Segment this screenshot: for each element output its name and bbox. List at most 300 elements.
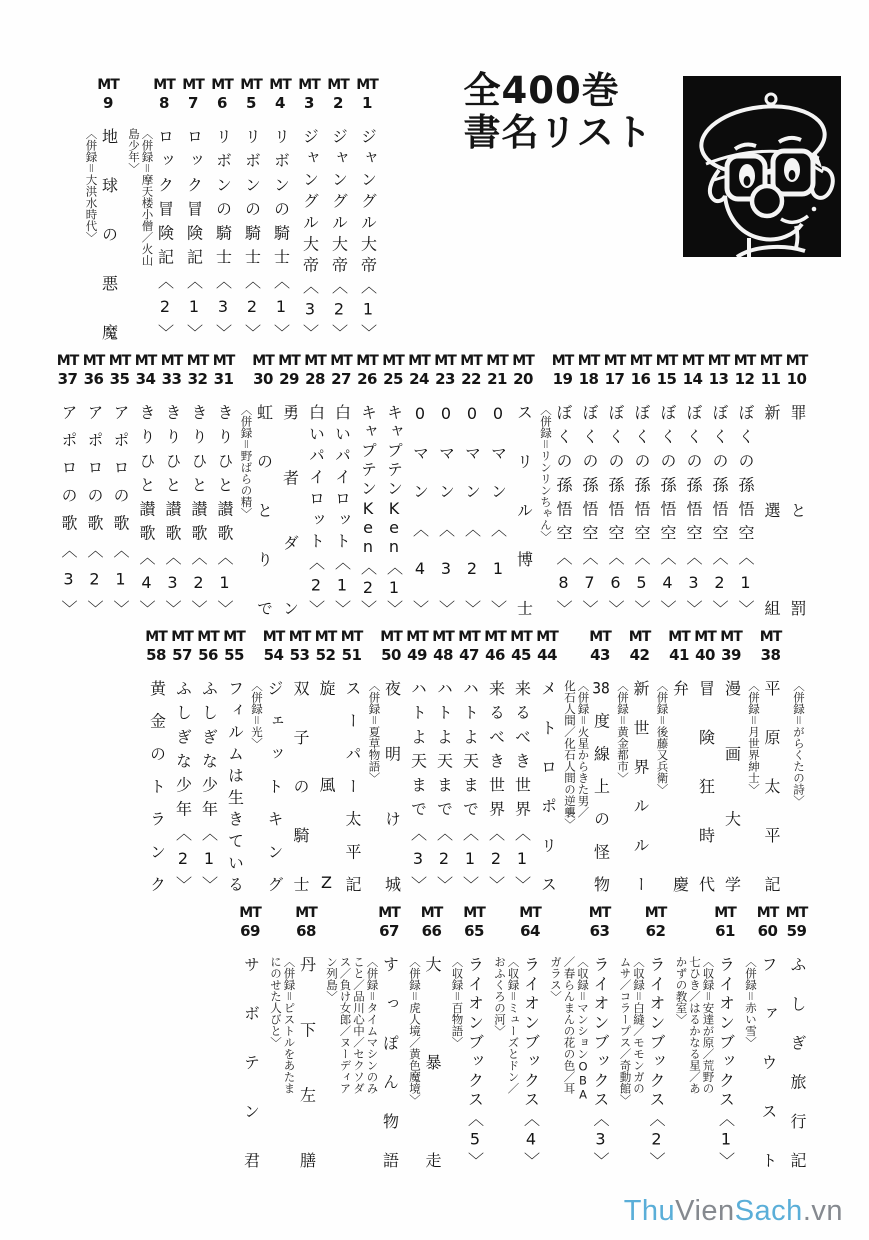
mt-label — [379, 904, 400, 956]
mt-prefix: MT — [707, 353, 730, 369]
volume-entry-mt-7 — [183, 76, 204, 340]
mt-label — [590, 628, 611, 680]
book-title: 冒険狂時代 — [696, 680, 716, 892]
mt-number: 13 — [708, 370, 729, 388]
book-list-band-3 — [84, 628, 807, 892]
mt-prefix: MT — [182, 77, 204, 93]
mt-label — [213, 352, 234, 404]
book-title: フィルムは生きている — [225, 680, 245, 892]
entry-body — [307, 404, 326, 616]
mt-prefix: MT — [378, 905, 400, 921]
mt-prefix: MT — [603, 353, 626, 369]
mt-prefix: MT — [484, 629, 506, 645]
volume-entry-mt-63 — [549, 904, 611, 1168]
tezuka-portrait — [683, 76, 841, 257]
mt-prefix: MT — [756, 905, 779, 921]
entry-body — [736, 404, 755, 616]
mt-number: 12 — [734, 370, 755, 388]
volume-entry-mt-69 — [240, 904, 261, 1168]
entry-body — [250, 680, 285, 892]
entry-body — [632, 404, 651, 616]
volume-entry-mt-36 — [83, 352, 104, 616]
mt-label — [459, 628, 480, 680]
mt-label — [520, 904, 541, 956]
book-title: ジェットキング — [265, 680, 284, 892]
mt-label — [786, 352, 807, 404]
companion-note: 〈収録＝ミューズとドン／おふくろの河〉 — [493, 956, 521, 1094]
mt-label — [98, 76, 119, 128]
mt-number: 2 — [333, 94, 343, 112]
mt-label — [461, 352, 482, 404]
book-title: 来るべき世界〈2〉 — [486, 680, 506, 892]
mt-label — [146, 628, 167, 680]
mt-prefix: MT — [145, 629, 167, 645]
mt-number: 62 — [645, 922, 666, 940]
mt-prefix: MT — [434, 353, 456, 369]
mt-number: 42 — [629, 646, 650, 664]
entry-body — [580, 404, 599, 616]
mt-number: 48 — [433, 646, 453, 664]
volume-entry-mt-68 — [269, 904, 317, 1168]
volume-entry-mt-42 — [616, 628, 651, 892]
book-title: ハトよ天まで〈1〉 — [460, 680, 480, 892]
mt-number: 69 — [240, 922, 260, 940]
mt-prefix: MT — [577, 353, 600, 369]
entry-body — [148, 680, 167, 892]
volume-entry-mt-32 — [187, 352, 208, 616]
mt-prefix: MT — [759, 629, 782, 645]
book-title: キャプテンKen〈1〉 — [384, 404, 404, 616]
book-title: ジャングル大帝〈1〉 — [358, 128, 378, 340]
mt-label — [537, 628, 558, 680]
mt-prefix: MT — [458, 629, 480, 645]
book-title: 新選組 — [762, 404, 781, 616]
watermark-segment: Sach — [734, 1195, 803, 1227]
volume-entry-mt-18 — [578, 352, 599, 616]
volume-entry-mt-30 — [239, 352, 274, 616]
volume-entry-mt-8 — [127, 76, 175, 340]
mt-prefix: MT — [629, 353, 652, 369]
mt-number: 53 — [289, 646, 310, 664]
mt-prefix: MT — [304, 353, 326, 369]
mt-number: 37 — [57, 370, 78, 388]
mt-number: 5 — [246, 94, 256, 112]
companion-note: 〈併録＝大洪水時代〉 — [84, 128, 99, 243]
mt-number: 39 — [721, 646, 741, 664]
mt-prefix: MT — [759, 353, 782, 369]
mt-label — [109, 352, 130, 404]
volume-entry-mt-44 — [537, 628, 558, 892]
entry-body — [461, 680, 480, 892]
entry-body — [744, 956, 779, 1168]
book-title: ぼくの孫悟空〈7〉 — [580, 404, 599, 616]
companion-note: 〈収録＝安達が原／荒野の七ひき／はるかなる星／あかずの教室〉 — [674, 956, 716, 1094]
volume-entry-mt-55 — [224, 628, 245, 892]
mt-number: 15 — [656, 370, 677, 388]
entry-body — [317, 680, 336, 892]
mt-label — [240, 904, 261, 956]
book-title: スリル博士 — [514, 404, 534, 616]
mt-prefix: MT — [160, 353, 183, 369]
volume-entry-mt-57 — [172, 628, 193, 892]
mt-prefix: MT — [681, 353, 704, 369]
volume-entry-mt-37 — [57, 352, 78, 616]
entry-body — [539, 404, 574, 616]
volume-entry-mt-56 — [198, 628, 219, 892]
book-title: 旋風Z — [317, 680, 336, 892]
mt-prefix: MT — [785, 905, 808, 921]
entry-body — [281, 404, 300, 616]
entry-body — [409, 680, 428, 892]
entry-body — [242, 956, 261, 1168]
book-title: 丹下左膳 — [297, 956, 317, 1168]
mt-number: 19 — [552, 370, 573, 388]
entry-body — [489, 404, 508, 616]
mt-prefix: MT — [432, 629, 454, 645]
mt-number: 25 — [383, 370, 403, 388]
mt-number: 36 — [83, 370, 104, 388]
book-title: アポロの歌〈3〉 — [59, 404, 78, 616]
mt-label — [409, 352, 430, 404]
mt-prefix: MT — [668, 629, 690, 645]
mt-label — [183, 76, 204, 128]
book-title: ファウスト — [759, 956, 778, 1168]
companion-note: 〈併録＝野ばらの精〉 — [239, 404, 254, 519]
mt-prefix: MT — [628, 629, 651, 645]
companion-note: 〈併録＝火星からきた男／化石人間／化石人間の逆襲〉 — [563, 680, 591, 830]
book-title: ジャングル大帝〈2〉 — [329, 128, 349, 340]
entry-body — [539, 680, 558, 892]
mt-number: 66 — [421, 922, 442, 940]
mt-prefix: MT — [262, 629, 285, 645]
mt-prefix: MT — [295, 905, 317, 921]
entry-body — [697, 680, 716, 892]
mt-number: 57 — [172, 646, 192, 664]
mt-number: 21 — [487, 370, 507, 388]
volume-entry-mt-34 — [135, 352, 156, 616]
companion-note: 〈併録＝後藤又兵衛〉 — [655, 680, 670, 795]
volume-entry-mt-67 — [325, 904, 400, 1168]
mt-prefix: MT — [171, 629, 193, 645]
volume-entry-mt-35 — [109, 352, 130, 616]
mt-label — [187, 352, 208, 404]
entry-body — [226, 680, 245, 892]
volume-entry-mt-2 — [328, 76, 349, 340]
book-list-band-2 — [56, 352, 808, 616]
entry-body — [84, 128, 119, 340]
mt-prefix: MT — [694, 629, 716, 645]
volume-entry-mt-13 — [708, 352, 729, 616]
mt-label — [328, 76, 349, 128]
mt-number: 52 — [315, 646, 336, 664]
mt-number: 46 — [485, 646, 505, 664]
entry-body — [367, 680, 402, 892]
volume-entry-mt-45 — [511, 628, 532, 892]
mt-number: 38 — [760, 646, 781, 664]
companion-note: 〈収録＝白縫／モモンガのムサ／コラープス／奇動館〉 — [618, 956, 646, 1106]
volume-entry-mt-11 — [760, 352, 781, 616]
mt-number: 47 — [459, 646, 479, 664]
entry-body — [325, 956, 400, 1168]
mt-prefix: MT — [153, 77, 175, 93]
mt-prefix: MT — [380, 629, 402, 645]
mt-prefix: MT — [406, 629, 428, 645]
book-title: 地球の悪魔 — [99, 128, 119, 340]
book-title: 0マン〈2〉 — [462, 404, 482, 616]
mt-label — [296, 904, 317, 956]
volume-entry-mt-38 — [747, 628, 782, 892]
mt-number: 8 — [159, 94, 169, 112]
book-title: 黄金のトランク — [147, 680, 167, 892]
companion-note: 〈併録＝タイムマシンのみこと／品川心中／セクソダス／負け女郎／ヌーディアン列島〉 — [325, 956, 380, 1094]
volume-entry-mt-47 — [459, 628, 480, 892]
mt-label — [682, 352, 703, 404]
mt-number: 27 — [331, 370, 351, 388]
mt-label — [629, 628, 650, 680]
volume-entry-mt-41 — [655, 628, 690, 892]
mt-label — [433, 628, 454, 680]
entry-body — [291, 680, 310, 892]
mt-prefix: MT — [314, 629, 337, 645]
catalog-title — [464, 70, 653, 154]
entry-body — [788, 956, 807, 1168]
mt-number: 51 — [341, 646, 362, 664]
mt-label — [198, 628, 219, 680]
book-title: 白いパイロット〈2〉 — [306, 404, 326, 616]
entry-body — [343, 680, 362, 892]
volume-entry-mt-49 — [407, 628, 428, 892]
entry-body — [513, 680, 532, 892]
book-title: ロック冒険記〈1〉 — [184, 128, 204, 340]
book-title: アポロの歌〈1〉 — [111, 404, 130, 616]
volume-entry-mt-14 — [682, 352, 703, 616]
mt-label — [383, 352, 404, 404]
volume-entry-mt-48 — [433, 628, 454, 892]
mt-label — [83, 352, 104, 404]
book-title: ふしぎな少年〈1〉 — [199, 680, 219, 892]
mt-number: 23 — [435, 370, 455, 388]
entry-body — [272, 128, 291, 340]
volume-entry-mt-23 — [435, 352, 456, 616]
book-title: スーパー太平記 — [343, 680, 362, 892]
entry-body — [214, 128, 233, 340]
mt-label — [786, 628, 807, 680]
volume-entry-mt-19 — [539, 352, 574, 616]
mt-prefix: MT — [551, 353, 574, 369]
mt-label — [760, 628, 781, 680]
entry-body — [163, 404, 182, 616]
book-title: 罪と罰 — [788, 404, 807, 616]
mt-prefix: MT — [278, 353, 300, 369]
mt-number: 26 — [357, 370, 377, 388]
book-title: サボテン君 — [241, 956, 261, 1168]
book-title: 新世界ルルー — [631, 680, 650, 892]
entry-body — [515, 404, 534, 616]
volume-entry-mt-22 — [461, 352, 482, 616]
mt-label — [645, 904, 666, 956]
header-block — [424, 69, 841, 340]
mt-number: 61 — [715, 922, 735, 940]
entry-body — [174, 680, 193, 892]
book-title: ライオンブックス〈1〉 — [716, 956, 736, 1168]
mt-prefix: MT — [97, 77, 119, 93]
mt-number: 68 — [296, 922, 316, 940]
book-title: キャプテンKen〈2〉 — [358, 404, 378, 616]
catalog-title-line1: 全400巻 — [463, 69, 620, 112]
mt-label — [172, 628, 193, 680]
mt-label — [578, 352, 599, 404]
volume-entry-mt-21 — [487, 352, 508, 616]
volume-entry-mt-4 — [270, 76, 291, 340]
book-title: きりひと讃歌〈1〉 — [215, 404, 234, 616]
mt-label — [57, 352, 78, 404]
mt-number: 63 — [589, 922, 610, 940]
volume-entry-mt-3 — [299, 76, 320, 340]
mt-number: 28 — [305, 370, 325, 388]
mt-prefix: MT — [655, 353, 678, 369]
book-title: 0マン〈3〉 — [436, 404, 456, 616]
mt-label — [715, 904, 736, 956]
entry-body — [137, 404, 156, 616]
catalog-title-line2: 書名リスト — [463, 111, 653, 154]
entry-body — [450, 956, 485, 1168]
mt-number: 16 — [630, 370, 651, 388]
mt-number: 4 — [275, 94, 285, 112]
mt-number: 35 — [109, 370, 130, 388]
mt-prefix: MT — [512, 353, 534, 369]
entry-body — [408, 956, 443, 1168]
volume-entry-mt-54 — [250, 628, 285, 892]
book-title: ロック冒険記〈2〉 — [155, 128, 175, 340]
entry-body — [215, 404, 234, 616]
book-title: リボンの騎士〈1〉 — [271, 128, 291, 340]
mt-prefix: MT — [733, 353, 756, 369]
companion-note: 〈併録＝月世界紳士〉 — [747, 680, 761, 795]
entry-body — [674, 956, 736, 1168]
volume-entry-mt-58 — [146, 628, 167, 892]
book-title: ぼくの孫悟空〈5〉 — [632, 404, 651, 616]
book-title: ライオンブックス〈4〉 — [521, 956, 541, 1168]
mt-prefix: MT — [589, 629, 611, 645]
volume-entry-mt-5 — [241, 76, 262, 340]
mt-label — [589, 904, 610, 956]
mt-prefix: MT — [108, 353, 131, 369]
mt-prefix: MT — [714, 905, 736, 921]
volume-entry-mt-17 — [604, 352, 625, 616]
mt-number: 24 — [409, 370, 429, 388]
mt-label — [630, 352, 651, 404]
companion-note: 〈併録＝がらくたの詩〉 — [792, 680, 806, 807]
mt-number: 55 — [224, 646, 244, 664]
entry-body — [792, 680, 808, 892]
volume-entry-mt-60 — [744, 904, 779, 1168]
volume-entry-mt-52 — [315, 628, 336, 892]
mt-label — [315, 628, 336, 680]
mt-prefix: MT — [56, 353, 79, 369]
book-title: きりひと讃歌〈3〉 — [163, 404, 182, 616]
mt-number: 40 — [695, 646, 715, 664]
volume-entry-mt-6 — [212, 76, 233, 340]
mt-prefix: MT — [644, 905, 667, 921]
mt-prefix: MT — [239, 905, 261, 921]
volume-entry-mt-50 — [367, 628, 402, 892]
mt-prefix: MT — [588, 905, 611, 921]
book-title: 38度線上の怪物 — [591, 680, 611, 892]
volume-entry-mt-61 — [674, 904, 736, 1168]
mt-number: 11 — [760, 370, 781, 388]
site-watermark — [624, 1195, 843, 1228]
book-title: ハトよ天まで〈3〉 — [408, 680, 428, 892]
volume-entry-mt-46 — [485, 628, 506, 892]
mt-prefix: MT — [330, 353, 352, 369]
entry-body — [684, 404, 703, 616]
mt-number: 7 — [188, 94, 198, 112]
mt-label — [407, 628, 428, 680]
volume-entry-mt-43 — [563, 628, 611, 892]
mt-label — [381, 628, 402, 680]
entry-body — [359, 128, 378, 340]
mt-prefix: MT — [785, 353, 808, 369]
volume-entry-mt-15 — [656, 352, 677, 616]
top-section — [84, 69, 807, 340]
mt-number: 64 — [520, 922, 540, 940]
book-title: ハトよ天まで〈2〉 — [434, 680, 454, 892]
mt-prefix: MT — [252, 353, 274, 369]
mt-label — [421, 904, 442, 956]
companion-note: 〈併録＝摩天楼小僧／火山島少年〉 — [127, 128, 155, 266]
book-title: ぼくの孫悟空〈4〉 — [658, 404, 677, 616]
mt-number: 29 — [279, 370, 299, 388]
companion-note: 〈併録＝夏草物語〉 — [367, 680, 382, 784]
mt-prefix: MT — [288, 629, 311, 645]
book-title: ぼくの孫悟空〈6〉 — [606, 404, 625, 616]
mt-number: 18 — [578, 370, 599, 388]
volume-entry-mt-66 — [408, 904, 443, 1168]
mt-label — [511, 628, 532, 680]
volume-entry-mt-25 — [383, 352, 404, 616]
mt-number: 34 — [135, 370, 156, 388]
book-title: 虹のとりで — [254, 404, 274, 616]
mt-number: 14 — [682, 370, 703, 388]
mt-prefix: MT — [460, 353, 482, 369]
book-title: ぼくの孫悟空〈3〉 — [684, 404, 703, 616]
book-title: 弁慶 — [670, 680, 690, 892]
book-title: リボンの騎士〈3〉 — [213, 128, 233, 340]
mt-number: 33 — [161, 370, 182, 388]
mt-prefix: MT — [486, 353, 508, 369]
volume-entry-mt-64 — [493, 904, 541, 1168]
book-title: 夜明け城 — [382, 680, 402, 892]
mt-label — [604, 352, 625, 404]
mt-label — [487, 352, 508, 404]
volume-entry-mt-53 — [289, 628, 310, 892]
entry-body — [111, 404, 130, 616]
mt-number: 56 — [198, 646, 218, 664]
volume-entry-mt-51 — [341, 628, 362, 892]
entry-body — [359, 404, 378, 616]
mt-number: 44 — [537, 646, 557, 664]
book-title: メトロポリス — [538, 680, 558, 892]
volume-entry-mt-33 — [161, 352, 182, 616]
mt-prefix: MT — [223, 629, 245, 645]
mt-prefix: MT — [186, 353, 209, 369]
mt-label — [464, 904, 485, 956]
book-title: きりひと讃歌〈2〉 — [189, 404, 208, 616]
mt-label — [757, 904, 778, 956]
entry-body — [549, 956, 611, 1168]
mt-label — [513, 352, 534, 404]
mt-label — [241, 76, 262, 128]
